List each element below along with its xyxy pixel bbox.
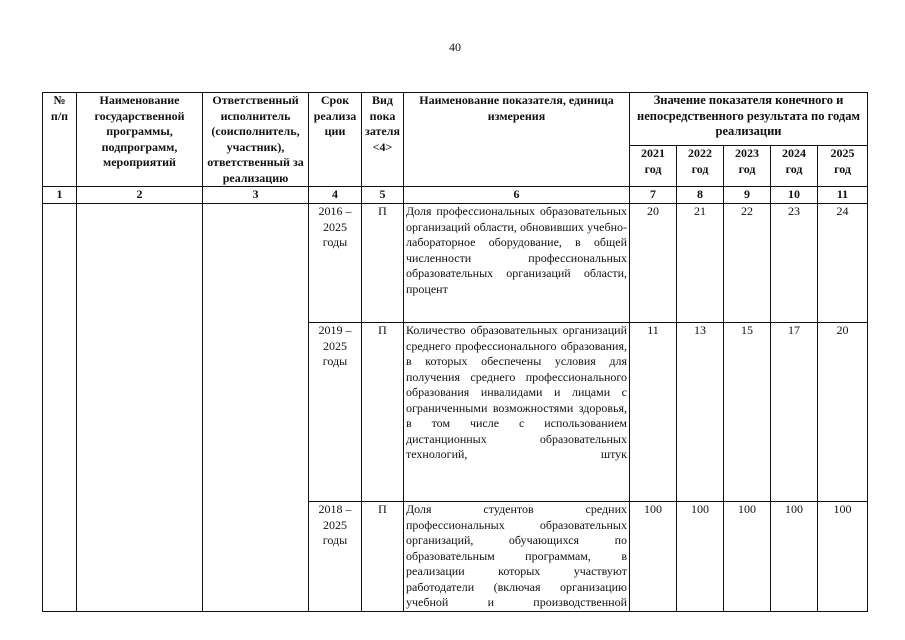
cell-value-2024: 17 (771, 323, 818, 502)
column-number-3: 3 (203, 187, 309, 204)
header-year-2025: 2025 год (818, 146, 868, 187)
cell-term: 2016 – 2025 годы (309, 204, 362, 323)
cell-no-blank (43, 204, 77, 612)
column-number-7: 7 (630, 187, 677, 204)
cell-indicator: Доля студентов средних профессиональных образовательных организаций, обучающихся по образовательным программам, в реализации которых участвуют работодатели (включая организацию учебной и производственной (404, 502, 630, 612)
table-row (43, 204, 868, 323)
column-number-2: 2 (77, 187, 203, 204)
header-term: Срок реализа ции (309, 93, 362, 187)
column-number-9: 9 (724, 187, 771, 204)
cell-type: П (362, 323, 404, 502)
column-number-5: 5 (362, 187, 404, 204)
cell-executor-blank (203, 204, 309, 612)
header-values-group: Значение показателя конечного и непосредственного результата по годам реализации (630, 93, 868, 146)
cell-indicator: Количество образовательных организаций среднего профессионального образования, в которых обеспечены условия для получения среднего профессионального образования инвалидами и лицами с ограниченными возможностями здоровья, в том числе с использованием дистанционных образовательных технологий, штук (404, 323, 630, 502)
cell-value-2023: 22 (724, 204, 771, 323)
page-number: 40 (449, 40, 461, 54)
cell-value-2025: 24 (818, 204, 868, 323)
cell-program-blank (77, 204, 203, 612)
cell-value-2022: 21 (677, 204, 724, 323)
indicators-table (42, 92, 868, 612)
column-number-4: 4 (309, 187, 362, 204)
column-number-6: 6 (404, 187, 630, 204)
header-year-2021: 2021 год (630, 146, 677, 187)
cell-value-2021: 11 (630, 323, 677, 502)
cell-value-2024: 100 (771, 502, 818, 612)
cell-value-2025: 100 (818, 502, 868, 612)
header-year-2022: 2022 год (677, 146, 724, 187)
column-number-11: 11 (818, 187, 868, 204)
cell-value-2025: 20 (818, 323, 868, 502)
header-program: Наименование государственной программы, подпрограмм, мероприятий (77, 93, 203, 187)
cell-type: П (362, 204, 404, 323)
column-number-1: 1 (43, 187, 77, 204)
header-executor: Ответственный исполнитель (соисполнитель, участник), ответственный за реализацию (203, 93, 309, 187)
header-indicator: Наименование показателя, единица измерения (404, 93, 630, 187)
cell-term: 2019 – 2025 годы (309, 323, 362, 502)
header-year-2024: 2024 год (771, 146, 818, 187)
column-number-10: 10 (771, 187, 818, 204)
cell-value-2022: 13 (677, 323, 724, 502)
header-year-2023: 2023 год (724, 146, 771, 187)
cell-type: П (362, 502, 404, 612)
header-no: № п/п (43, 93, 77, 187)
cell-value-2023: 15 (724, 323, 771, 502)
cell-value-2021: 20 (630, 204, 677, 323)
cell-indicator: Доля профессиональных образовательных организаций области, обновивших учебно-лабораторное оборудование, в общей численности профессиональных образовательных организаций области, процент (404, 204, 630, 323)
cell-value-2023: 100 (724, 502, 771, 612)
cell-value-2021: 100 (630, 502, 677, 612)
cell-value-2024: 23 (771, 204, 818, 323)
header-type: Вид пока зателя <4> (362, 93, 404, 187)
cell-term: 2018 – 2025 годы (309, 502, 362, 612)
column-number-8: 8 (677, 187, 724, 204)
cell-value-2022: 100 (677, 502, 724, 612)
